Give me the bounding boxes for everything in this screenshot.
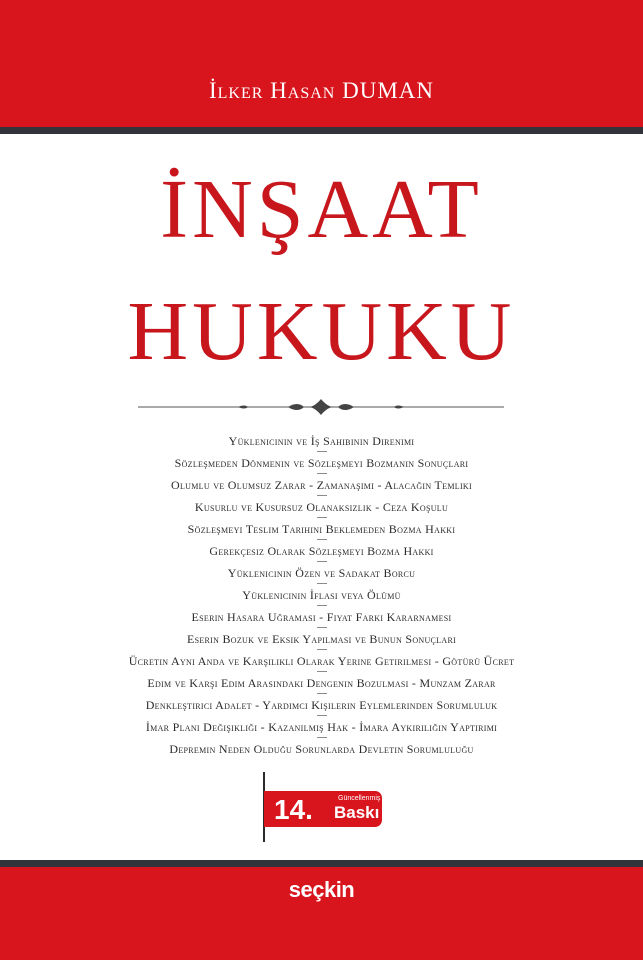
- topic-item: Sözleşmeyi Teslim Tarihini Beklemeden Bozma Hakkı: [40, 521, 603, 543]
- topic-item: Eserin Bozuk ve Eksik Yapılması ve Bunun Sonuçları: [40, 631, 603, 653]
- topic-item: Denkleştirici Adalet - Yardımcı Kişilerin Eylemlerinden Sorumluluk: [40, 697, 603, 719]
- edition-badge: [264, 791, 382, 827]
- edition-label: Baskı: [334, 803, 380, 822]
- topic-item: Edim ve Karşı Edim Arasındaki Dengenin Bozulması - Munzam Zarar: [40, 675, 603, 697]
- book-title-line-2: HUKUKU: [127, 285, 516, 378]
- topic-item: Gerekçesiz Olarak Sözleşmeyi Bozma Hakkı: [40, 543, 603, 565]
- ornament-divider-icon: [138, 397, 504, 417]
- topic-item: Eserin Hasara Uğraması - Fiyat Farkı Kararnamesi: [40, 609, 603, 631]
- book-title-line-1: İNŞAAT: [160, 163, 483, 256]
- topic-item: Kusurlu ve Kusursuz Olanaksızlık - Ceza Koşulu: [40, 499, 603, 521]
- topic-item: Yüklenicinin İflası veya Ölümü: [40, 587, 603, 609]
- edition-updated-label: Güncellenmiş: [338, 795, 381, 802]
- bottom-dark-stripe: [0, 860, 643, 867]
- top-red-band: [0, 0, 643, 127]
- edition-number: 14.: [274, 794, 313, 825]
- topic-item: İmar Planı Değişikliği - Kazanılmış Hak - İmara Aykırılığın Yaptırımı: [40, 719, 603, 741]
- topic-item: Ücretin Aynı Anda ve Karşılıklı Olarak Yerine Getirilmesi - Götürü Ücret: [40, 653, 603, 675]
- topic-item: Yüklenicinin Özen ve Sadakat Borcu: [40, 565, 603, 587]
- topic-item: Yüklenicinin ve İş Sahibinin Direnimi: [40, 433, 603, 455]
- topic-item: Sözleşmeden Dönmenin ve Sözleşmeyi Bozmanın Sonuçları: [40, 455, 603, 477]
- author-name: İlker Hasan DUMAN: [209, 78, 434, 103]
- topic-item: Depremin Neden Olduğu Sorunlarda Devletin Sorumluluğu: [169, 742, 474, 756]
- topics-list: [40, 433, 603, 763]
- topic-item: Olumlu ve Olumsuz Zarar - Zamanaşımı - Alacağın Temliki: [40, 477, 603, 499]
- top-dark-stripe: [0, 127, 643, 134]
- publisher-logo: seçkin: [288, 877, 355, 902]
